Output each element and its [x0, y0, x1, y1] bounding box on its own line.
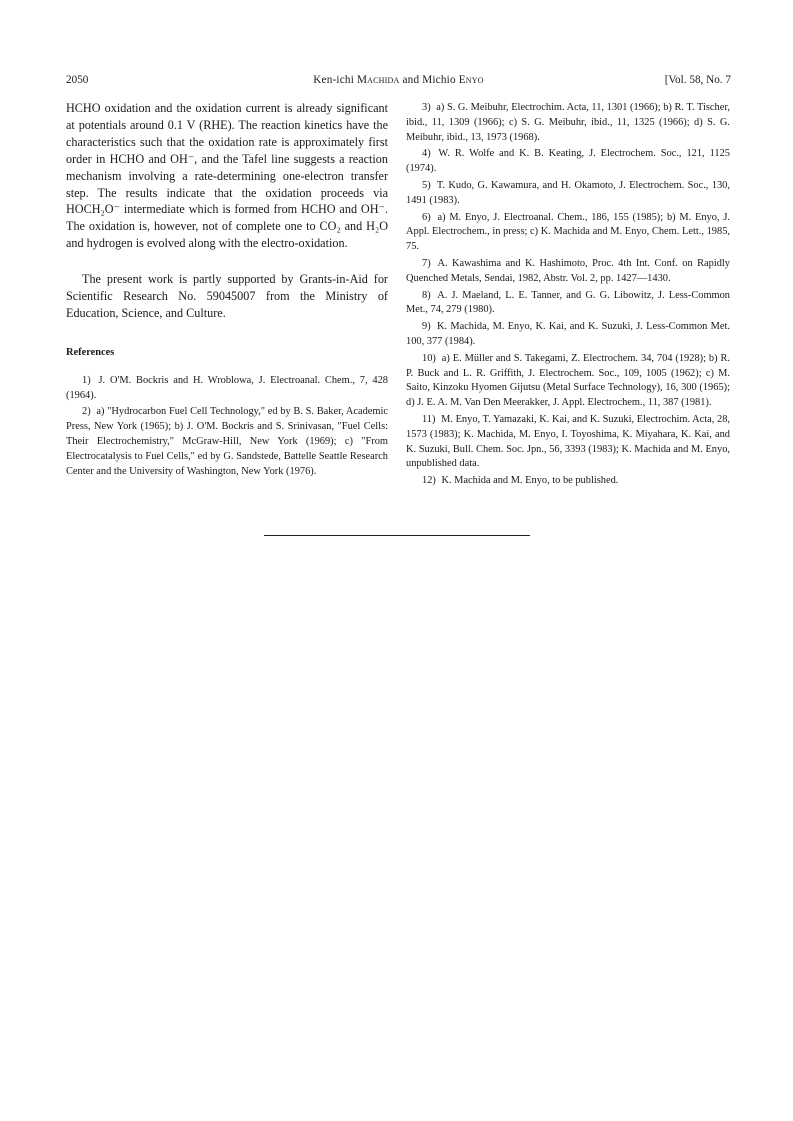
- reference-number: 1): [82, 374, 91, 386]
- running-authors: Ken-ichi Machida and Michio Enyo: [313, 74, 484, 86]
- reference-number: 6): [422, 211, 431, 223]
- page-number: 2050: [66, 74, 89, 86]
- reference-text: A. J. Maeland, L. E. Tanner, and G. G. Libowitz, J. Less-Common Met., 74, 279 (1980).: [406, 289, 730, 316]
- reference-item: [406, 474, 730, 489]
- reference-item: [66, 374, 388, 404]
- reference-text: a) M. Enyo, J. Electroanal. Chem., 186, 155 (1985); b) M. Enyo, J. Appl. Electrochem., in press; c) K. Machida and M. Enyo, Chem. Lett., 1985, 75.: [406, 211, 730, 253]
- reference-text: J. O'M. Bockris and H. Wroblowa, J. Electroanal. Chem., 7, 428 (1964).: [66, 374, 388, 401]
- reference-item: [406, 257, 730, 287]
- reference-number: 11): [422, 413, 436, 425]
- reference-number: 5): [422, 179, 431, 191]
- reference-item: [406, 289, 730, 319]
- body-paragraph: HCHO oxidation and the oxidation current is already significant at potentials around 0.1 V (RHE). The reaction kinetics have the characteristics such that the oxidation rate is approximately first order in HCHO and OH⁻, and the Tafel line suggests a reaction mechanism involving a rate-determining one-electron transfer step. The results indicate that the oxidation proceeds via HOCH₂O⁻ intermediate which is formed from HCHO and OH⁻. The oxidation is, however, not of complete one to CO₂ and H₂O and hydrogen is evolved along with the electro-oxidation.: [66, 101, 388, 251]
- reference-number: 8): [422, 289, 431, 301]
- reference-number: 3): [422, 102, 431, 113]
- journal-volume: [Vol. 58, No. 7: [664, 74, 731, 86]
- reference-text: W. R. Wolfe and K. B. Keating, J. Electrochem. Soc., 121, 1125 (1974).: [406, 148, 730, 175]
- reference-number: 2): [82, 406, 91, 418]
- reference-text: a) S. G. Meibuhr, Electrochim. Acta, 11, 1301 (1966); b) R. T. Tischer, ibid., 11, 1309 (1966); c) S. G. Meibuhr, ibid., 11, 1325 (1966); d) S. G. Meibuhr, ibid., 13, 1973 (1968).: [406, 102, 730, 143]
- left-column: [66, 100, 388, 479]
- reference-text: M. Enyo, T. Yamazaki, K. Kai, and K. Suzuki, Electrochim. Acta, 28, 1573 (1983); K. Machida, M. Enyo, I. Toyoshima, K. Miyahara, K. Kai, and K. Suzuki, Bull. Chem. Soc. Jpn., 56, 3393 (1983); K. Machida and M. Enyo, unpublished data.: [406, 413, 730, 470]
- reference-text: a) "Hydrocarbon Fuel Cell Technology," ed by B. S. Baker, Academic Press, New York (1965); b) J. O'M. Bockris and S. Srinivasan, "Fuel Cells: Their Electrochemistry," McGraw-Hill, New York (1969); c) "From Electrocatalysis to Fuel Cells," ed by G. Sandstede, Battelle Seattle Research Center and the University of Washington, New York (1976).: [66, 406, 388, 477]
- reference-text: K. Machida and M. Enyo, to be published.: [441, 475, 619, 487]
- reference-text: K. Machida, M. Enyo, K. Kai, and K. Suzuki, J. Less-Common Met. 100, 377 (1984).: [406, 321, 730, 347]
- reference-item: [406, 211, 730, 255]
- reference-item: [406, 101, 730, 145]
- reference-item: [406, 352, 730, 411]
- reference-item: [66, 405, 388, 479]
- reference-number: 9): [422, 321, 431, 333]
- acknowledgement-paragraph: The present work is partly supported by Grants-in-Aid for Scientific Research No. 59045007 from the Ministry of Education, Science, and Culture.: [66, 272, 388, 320]
- end-rule: [264, 535, 530, 536]
- reference-item: [406, 147, 730, 177]
- reference-number: 7): [422, 257, 431, 269]
- reference-number: 10): [422, 352, 436, 364]
- running-header: [66, 74, 731, 90]
- reference-list-left: [66, 374, 388, 480]
- reference-number: 4): [422, 148, 431, 160]
- reference-text: A. Kawashima and K. Hashimoto, Proc. 4th Int. Conf. on Rapidly Quenched Metals, Sendai, 1982, Abstr. Vol. 2, pp. 1427—1430.: [406, 257, 730, 284]
- references-heading: References: [66, 346, 115, 358]
- reference-item: [406, 413, 730, 472]
- reference-list-right: [406, 101, 730, 489]
- reference-item: [406, 179, 730, 209]
- reference-number: 12): [422, 475, 436, 487]
- reference-text: a) E. Müller and S. Takegami, Z. Electrochem. 34, 704 (1928); b) R. P. Buck and L. R. Griffith, J. Electrochem. Soc., 109, 1005 (1962); c) M. Saito, Kinzoku Hyomen Gijutsu (Metal Surface Technology), 16, 300 (1965); d) J. E. A. M. Van Den Meerakker, J. Appl. Electrochem., 11, 387 (1981).: [406, 352, 730, 409]
- reference-text: T. Kudo, G. Kawamura, and H. Okamoto, J. Electrochem. Soc., 130, 1491 (1983).: [406, 179, 730, 206]
- reference-item: [406, 320, 730, 350]
